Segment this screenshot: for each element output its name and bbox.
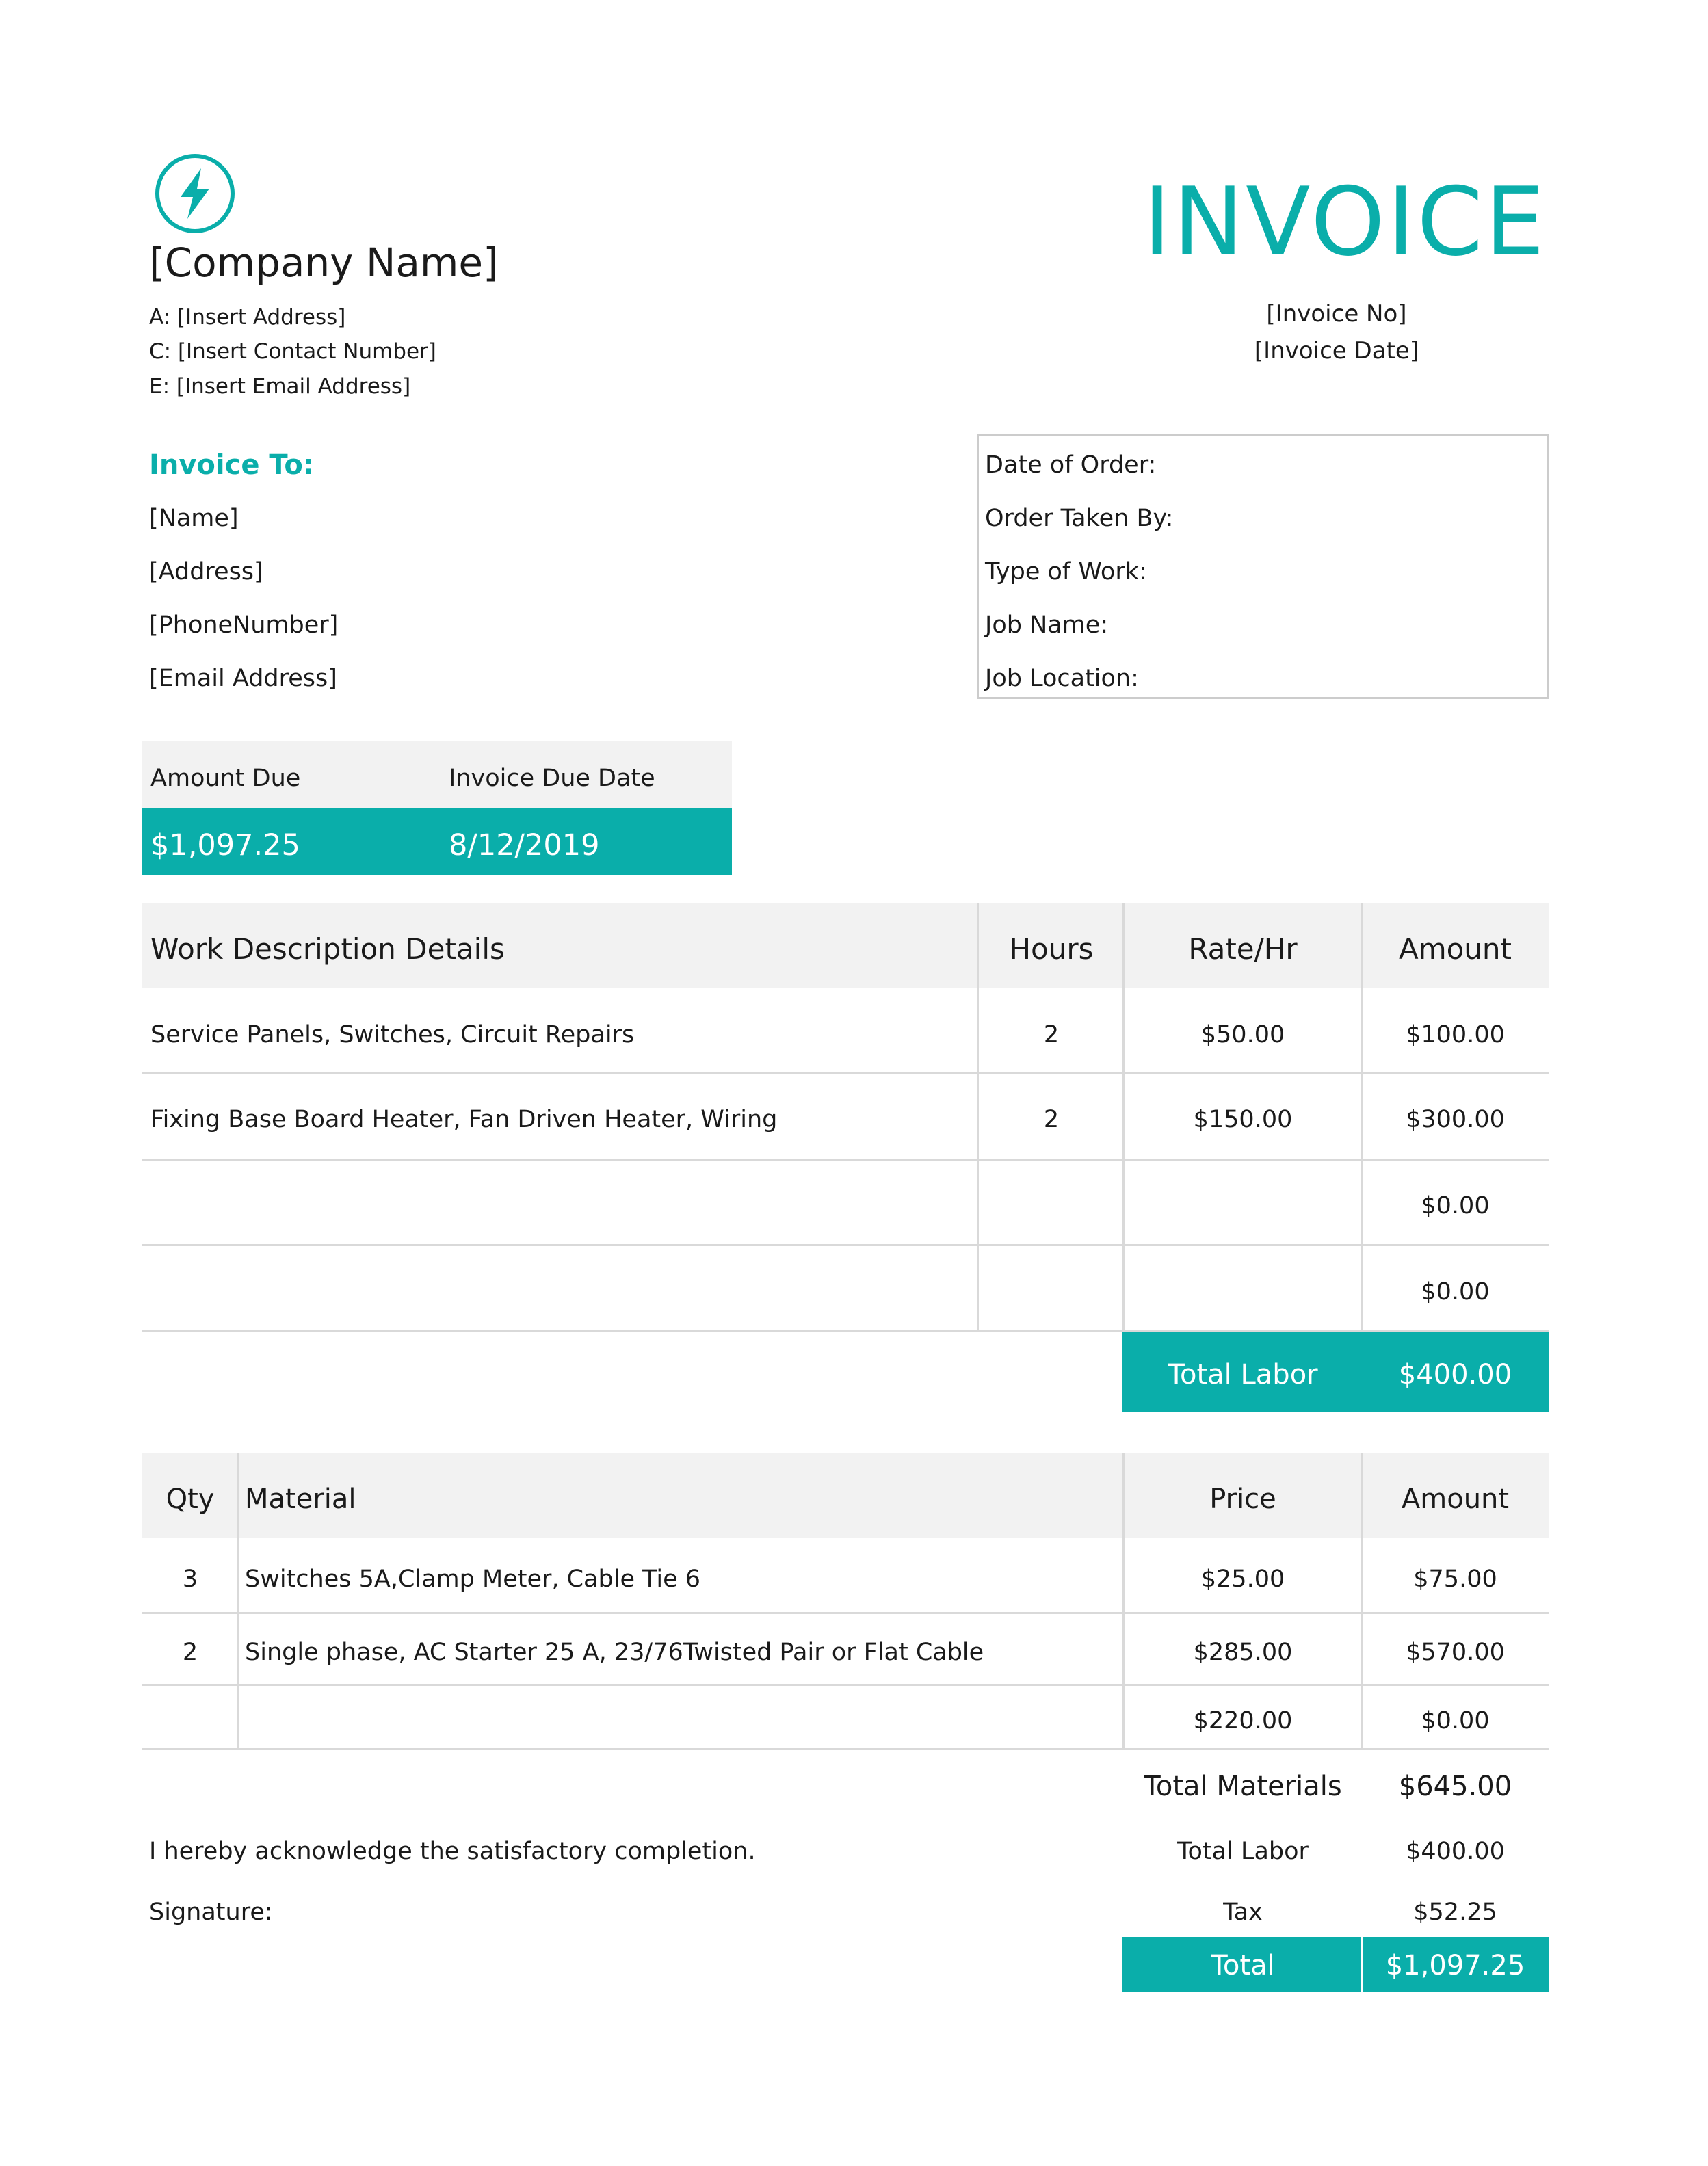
row-divider (142, 1244, 1549, 1246)
grand-total-value: $1,097.25 (1385, 1950, 1525, 1981)
type-of-work-label: Type of Work: (985, 558, 1147, 585)
labor-row-hours: 2 (1043, 1106, 1060, 1133)
labor-header-rate: Rate/Hr (1188, 932, 1298, 966)
materials-row-price: $220.00 (1193, 1707, 1293, 1734)
labor-row-amount: $0.00 (1421, 1278, 1490, 1306)
company-email: E: [Insert Email Address] (149, 374, 411, 399)
company-logo-lightning-bolt-icon (153, 152, 237, 235)
company-contact-number: C: [Insert Contact Number] (149, 339, 436, 364)
materials-row-price: $25.00 (1200, 1566, 1285, 1593)
client-address: [Address] (149, 558, 263, 585)
invoice-due-date-value: 8/12/2019 (449, 828, 600, 862)
invoice-due-date-label: Invoice Due Date (449, 765, 655, 792)
row-divider (142, 1684, 1549, 1686)
materials-row-material: Switches 5A,Clamp Meter, Cable Tie 6 (245, 1566, 701, 1593)
materials-row-material: Single phase, AC Starter 25 A, 23/76Twisted Pair or Flat Cable (245, 1639, 984, 1666)
labor-row-hours: 2 (1043, 1021, 1060, 1048)
row-divider (142, 1072, 1549, 1074)
amount-due-value: $1,097.25 (150, 828, 300, 862)
tax-label: Tax (1223, 1899, 1263, 1926)
materials-row-price: $285.00 (1193, 1639, 1293, 1666)
total-labor-value: $400.00 (1398, 1359, 1512, 1390)
order-taken-by-label: Order Taken By: (985, 505, 1174, 532)
labor-row-rate: $50.00 (1200, 1021, 1285, 1048)
labor-row-amount: $0.00 (1421, 1192, 1490, 1219)
materials-header-qty: Qty (166, 1483, 215, 1515)
invoice-title: INVOICE (1143, 167, 1547, 277)
materials-row-qty: 2 (182, 1639, 198, 1666)
date-of-order-label: Date of Order: (985, 451, 1157, 479)
total-labor-label: Total Labor (1168, 1359, 1318, 1390)
job-location-label: Job Location: (985, 665, 1139, 692)
company-address: A: [Insert Address] (149, 305, 346, 330)
labor-row-amount: $300.00 (1406, 1106, 1505, 1133)
labor-header-hours: Hours (1009, 932, 1094, 966)
total-materials-value: $645.00 (1398, 1771, 1512, 1802)
summary-total-labor-label: Total Labor (1177, 1838, 1309, 1865)
job-name-label: Job Name: (985, 611, 1109, 639)
total-materials-label: Total Materials (1144, 1771, 1342, 1802)
summary-total-labor-value: $400.00 (1406, 1838, 1505, 1865)
grand-total-label: Total (1211, 1950, 1275, 1981)
labor-row-description: Service Panels, Switches, Circuit Repairs (150, 1021, 635, 1048)
materials-row-qty: 3 (182, 1566, 198, 1593)
invoice-number: [Invoice No] (1266, 300, 1407, 328)
company-name: [Company Name] (149, 239, 499, 286)
row-divider (142, 1159, 1549, 1161)
labor-row-description: Fixing Base Board Heater, Fan Driven Heater, Wiring (150, 1106, 778, 1133)
row-divider (142, 1612, 1549, 1614)
labor-header-amount: Amount (1398, 932, 1512, 966)
signature-label: Signature: (149, 1899, 273, 1926)
labor-row-amount: $100.00 (1406, 1021, 1505, 1048)
client-phone: [PhoneNumber] (149, 611, 339, 639)
client-name: [Name] (149, 505, 239, 532)
materials-header-price: Price (1209, 1483, 1276, 1515)
materials-col-divider (237, 1453, 239, 1749)
materials-row-amount: $570.00 (1406, 1639, 1505, 1666)
invoice-to-heading: Invoice To: (149, 449, 314, 481)
invoice-date: [Invoice Date] (1254, 337, 1419, 365)
materials-row-amount: $75.00 (1413, 1566, 1497, 1593)
acknowledgement-text: I hereby acknowledge the satisfactory completion. (149, 1838, 756, 1865)
amount-due-label: Amount Due (150, 765, 301, 792)
row-divider (142, 1748, 1549, 1750)
labor-row-rate: $150.00 (1193, 1106, 1293, 1133)
materials-row-amount: $0.00 (1421, 1707, 1490, 1734)
materials-header-material: Material (245, 1483, 356, 1515)
tax-value: $52.25 (1413, 1899, 1497, 1926)
labor-header-description: Work Description Details (150, 932, 505, 966)
materials-header-amount: Amount (1401, 1483, 1510, 1515)
client-email: [Email Address] (149, 665, 337, 692)
